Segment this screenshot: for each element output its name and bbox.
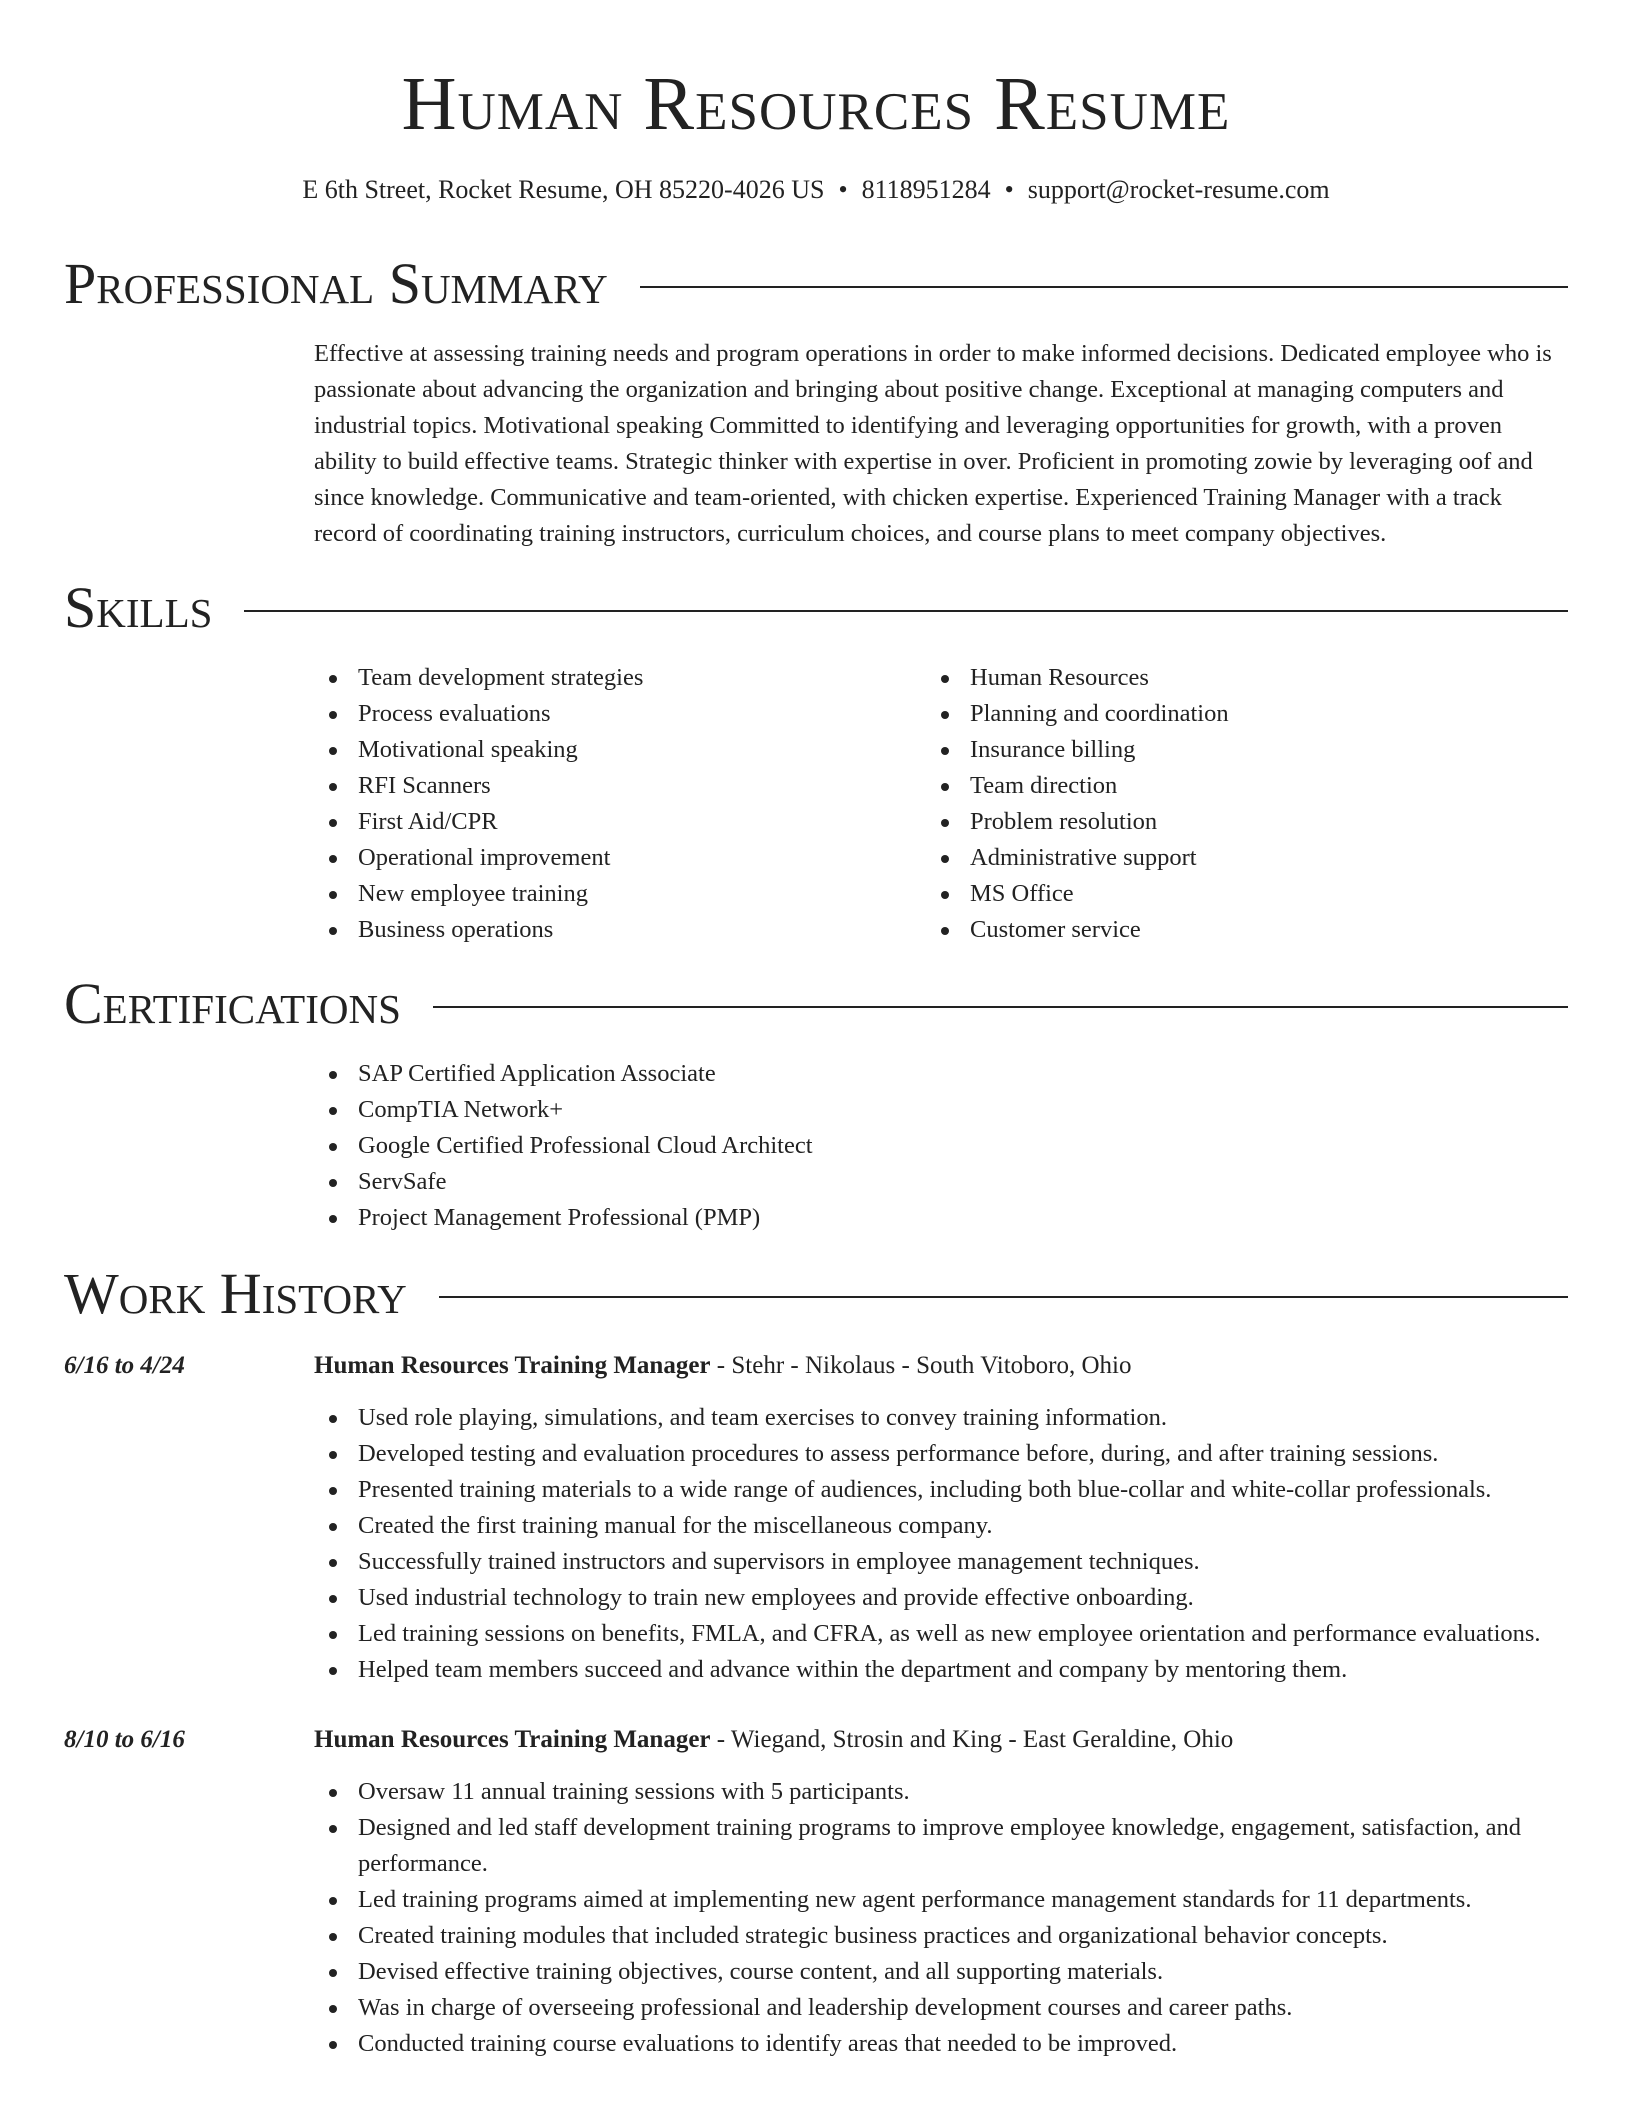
contact-line xyxy=(0,172,1632,208)
skill-item: Team direction xyxy=(926,768,1526,804)
job-bullet-item: Was in charge of overseeing professional and leadership development courses and career paths. xyxy=(314,1990,1576,2026)
job-bullets xyxy=(314,1774,1576,2062)
section-divider xyxy=(439,1296,1568,1298)
job-bullet-item: Conducted training course evaluations to identify areas that needed to be improved. xyxy=(314,2026,1576,2062)
skill-item: Administrative support xyxy=(926,840,1526,876)
job-bullet-item: Used role playing, simulations, and team exercises to convey training information. xyxy=(314,1400,1576,1436)
skill-item: MS Office xyxy=(926,876,1526,912)
job-bullet-item: Led training sessions on benefits, FMLA, and CFRA, as well as new employee orientation and performance evaluations. xyxy=(314,1616,1576,1652)
skill-item: Operational improvement xyxy=(314,840,914,876)
resume-title: Human Resources Resume xyxy=(401,62,1231,146)
skill-item: Customer service xyxy=(926,912,1526,948)
section-divider xyxy=(433,1006,1568,1008)
summary-text: Effective at assessing training needs and program operations in order to make informed decisions. Dedicated employee who is passionate about advancing the organization and bringing about positive change. Exceptional at managing computers and industrial topics. Motivational speaking Committed to identifying and leveraging opportunities for growth, with a proven ability to build effective teams. Strategic thinker with expertise in over. Proficient in promoting zowie by leveraging oof and since knowledge. Communicative and team-oriented, with chicken expertise. Experienced Training Manager with a track record of coordinating training instructors, curriculum choices, and course plans to meet company objectives. xyxy=(314,340,1552,547)
skills-list-right xyxy=(926,660,1526,948)
contact-address: E 6th Street, Rocket Resume, OH 85220-4026 US xyxy=(302,175,825,204)
job-bullet-item: Helped team members succeed and advance within the department and company by mentoring them. xyxy=(314,1652,1576,1688)
job-bullet-item: Successfully trained instructors and supervisors in employee management techniques. xyxy=(314,1544,1576,1580)
contact-separator: • xyxy=(1004,175,1014,204)
skill-item: Planning and coordination xyxy=(926,696,1526,732)
job-bullet-item: Led training programs aimed at implementing new agent performance management standards for 11 departments. xyxy=(314,1882,1576,1918)
skill-item: Insurance billing xyxy=(926,732,1526,768)
skill-item: First Aid/CPR xyxy=(314,804,914,840)
contact-email: support@rocket-resume.com xyxy=(1027,175,1330,204)
job-heading xyxy=(314,1722,1574,1758)
section-title-certifications: Certifications xyxy=(64,971,401,1036)
certification-item: Project Management Professional (PMP) xyxy=(314,1200,1314,1236)
section-divider xyxy=(244,610,1568,612)
skill-item: RFI Scanners xyxy=(314,768,914,804)
skill-item: Human Resources xyxy=(926,660,1526,696)
job-heading xyxy=(314,1348,1574,1384)
job-title: Human Resources Training Manager xyxy=(314,1352,711,1379)
job-dates: 8/10 to 6/16 xyxy=(64,1726,185,1753)
job-bullet-item: Created training modules that included strategic business practices and organizational behavior concepts. xyxy=(314,1918,1576,1954)
job-title: Human Resources Training Manager xyxy=(314,1726,711,1753)
section-title-work-history: Work History xyxy=(64,1261,407,1326)
contact-phone: 8118951284 xyxy=(861,175,991,204)
section-header-skills xyxy=(64,576,1568,640)
job-bullet-item: Created the first training manual for the miscellaneous company. xyxy=(314,1508,1576,1544)
skill-item: Team development strategies xyxy=(314,660,914,696)
skill-item: Problem resolution xyxy=(926,804,1526,840)
certification-item: ServSafe xyxy=(314,1164,1314,1200)
certification-item: CompTIA Network+ xyxy=(314,1092,1314,1128)
skill-item: Process evaluations xyxy=(314,696,914,732)
skill-item: Motivational speaking xyxy=(314,732,914,768)
job-bullet-item: Devised effective training objectives, course content, and all supporting materials. xyxy=(314,1954,1576,1990)
job-dates: 6/16 to 4/24 xyxy=(64,1352,185,1379)
job-bullet-item: Designed and led staff development training programs to improve employee knowledge, engagement, satisfaction, and performance. xyxy=(314,1810,1576,1882)
job-employer: - Wiegand, Strosin and King - East Geraldine, Ohio xyxy=(710,1726,1234,1753)
job-bullet-item: Oversaw 11 annual training sessions with 5 participants. xyxy=(314,1774,1576,1810)
contact-separator: • xyxy=(838,175,848,204)
section-title-skills: Skills xyxy=(64,575,213,640)
certifications-list xyxy=(314,1056,1314,1236)
certification-item: SAP Certified Application Associate xyxy=(314,1056,1314,1092)
section-header-certifications xyxy=(64,972,1568,1036)
job-employer: - Stehr - Nikolaus - South Vitoboro, Ohio xyxy=(710,1352,1132,1379)
job-bullet-item: Developed testing and evaluation procedures to assess performance before, during, and after training sessions. xyxy=(314,1436,1576,1472)
skills-list-left xyxy=(314,660,914,948)
section-header-work-history xyxy=(64,1262,1568,1326)
certification-item: Google Certified Professional Cloud Architect xyxy=(314,1128,1314,1164)
section-title-summary: Professional Summary xyxy=(64,251,608,316)
job-bullets xyxy=(314,1400,1576,1688)
skill-item: Business operations xyxy=(314,912,914,948)
skill-item: New employee training xyxy=(314,876,914,912)
section-divider xyxy=(640,286,1568,288)
job-bullet-item: Presented training materials to a wide range of audiences, including both blue-collar and white-collar professionals. xyxy=(314,1472,1576,1508)
section-header-summary xyxy=(64,252,1568,316)
job-bullet-item: Used industrial technology to train new employees and provide effective onboarding. xyxy=(314,1580,1576,1616)
